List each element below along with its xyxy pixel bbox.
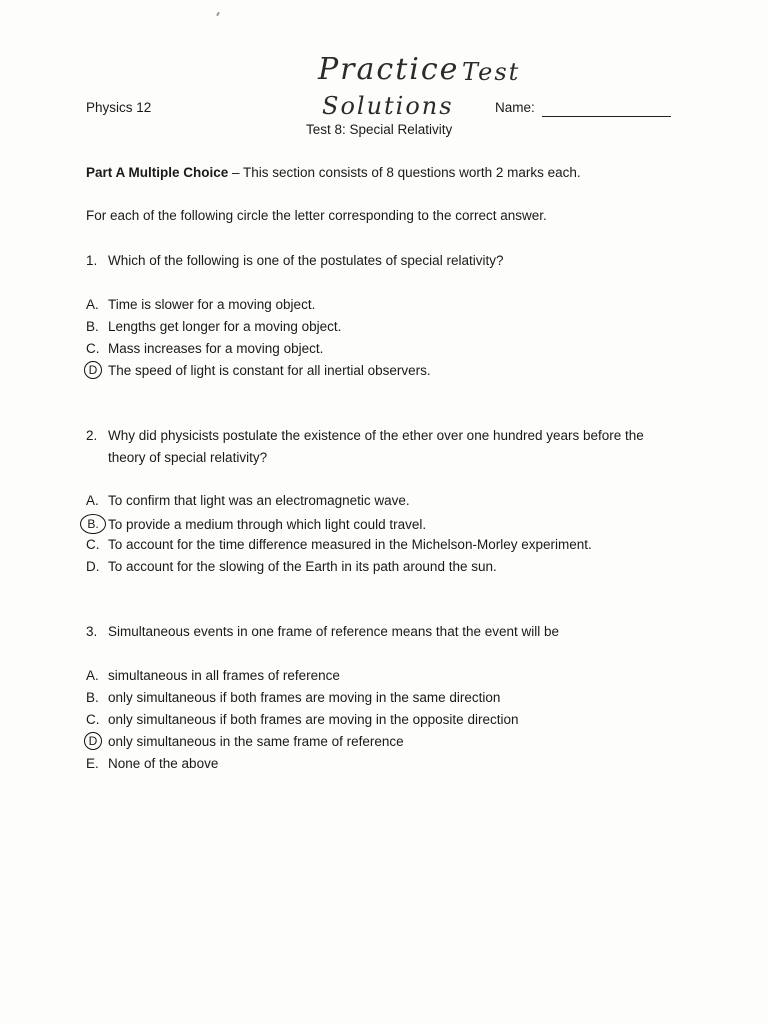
option-text: To confirm that light was an electromagnetic wave. <box>108 493 410 508</box>
name-label: Name: <box>495 100 535 115</box>
q2-option-d <box>86 559 497 574</box>
option-letter: C. <box>86 712 100 727</box>
part-a-heading <box>86 165 581 180</box>
option-text: To account for the time difference measured in the Michelson-Morley experiment. <box>108 537 592 552</box>
instructions: For each of the following circle the letter corresponding to the correct answer. <box>86 208 547 223</box>
option-text: only simultaneous in the same frame of reference <box>108 733 404 749</box>
course-label: Physics 12 <box>86 100 152 115</box>
option-letter: C. <box>86 537 100 552</box>
question-text-line1: Why did physicists postulate the existence of the ether over one hundred years before the <box>108 428 644 443</box>
option-text: The speed of light is constant for all inertial observers. <box>108 362 431 378</box>
handwritten-practice: Practice <box>318 52 460 87</box>
option-text: Time is slower for a moving object. <box>108 297 316 312</box>
option-text: only simultaneous if both frames are moving in the same direction <box>108 690 501 705</box>
q2-option-b-circled <box>86 514 426 534</box>
option-letter: A. <box>86 493 99 508</box>
option-letter: D. <box>86 559 100 574</box>
circled-answer-letter: D <box>84 361 102 379</box>
part-a-heading-rest: – This section consists of 8 questions worth 2 marks each. <box>228 165 581 180</box>
pen-mark <box>216 12 220 16</box>
option-text: To provide a medium through which light could travel. <box>108 516 427 532</box>
name-blank-line <box>542 116 671 117</box>
q3-option-e <box>86 756 218 771</box>
option-letter: B. <box>86 319 99 334</box>
option-text: only simultaneous if both frames are moving in the opposite direction <box>108 712 519 727</box>
question-number: 1. <box>86 253 98 268</box>
circled-answer-letter: D <box>84 732 102 750</box>
q2-option-c <box>86 537 592 552</box>
q3-option-d-circled <box>86 732 404 750</box>
question-text: Simultaneous events in one frame of reference means that the event will be <box>108 624 560 639</box>
question-text: Which of the following is one of the postulates of special relativity? <box>108 253 504 268</box>
q3-option-a <box>86 668 340 683</box>
test-title: Test 8: Special Relativity <box>306 122 453 137</box>
option-letter: A. <box>86 297 99 312</box>
question-number: 3. <box>86 624 98 639</box>
question-2-line2: theory of special relativity? <box>108 450 268 465</box>
circled-answer-letter: B. <box>80 514 106 534</box>
q3-option-c <box>86 712 518 727</box>
part-a-heading-bold: Part A Multiple Choice <box>86 165 229 180</box>
q1-option-a <box>86 297 315 312</box>
option-letter: E. <box>86 756 99 771</box>
question-2 <box>86 428 644 443</box>
q2-option-a <box>86 493 410 508</box>
option-text: To account for the slowing of the Earth in its path around the sun. <box>108 559 497 574</box>
q3-option-b <box>86 690 500 705</box>
option-letter: B. <box>86 690 99 705</box>
q1-option-b <box>86 319 341 334</box>
option-letter: A. <box>86 668 99 683</box>
q1-option-d-circled <box>86 361 431 379</box>
question-number: 2. <box>86 428 98 443</box>
handwritten-solutions: Solutions <box>322 92 454 120</box>
q1-option-c <box>86 341 323 356</box>
handwritten-test: Test <box>462 58 521 86</box>
option-letter: C. <box>86 341 100 356</box>
question-1 <box>86 253 503 268</box>
option-text: simultaneous in all frames of reference <box>108 668 340 683</box>
option-text: Lengths get longer for a moving object. <box>108 319 342 334</box>
option-text: Mass increases for a moving object. <box>108 341 324 356</box>
question-3 <box>86 624 559 639</box>
option-text: None of the above <box>108 756 219 771</box>
